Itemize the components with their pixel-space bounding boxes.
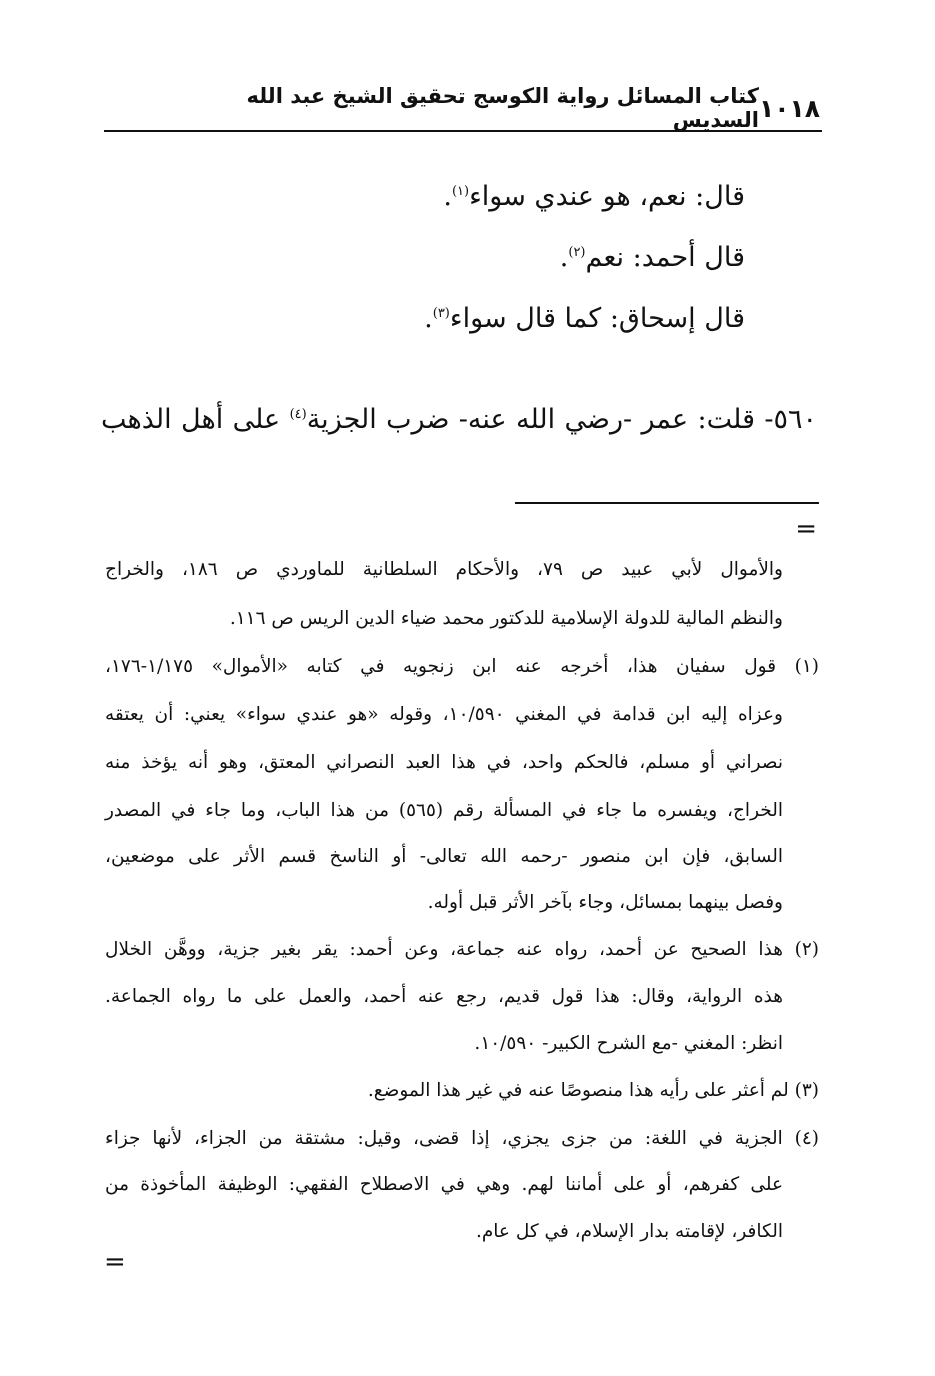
main-line-1: قال: نعم، هو عندي سواء$^{(١)}$.	[443, 181, 745, 212]
footnote-ref-1: (١)	[451, 184, 470, 199]
footnote-1-line: وفصل بينهما بمسائل، وجاء بآخر الأثر قبل أوله.	[427, 892, 783, 913]
footnote-1-line: الخراج، ويفسره ما جاء في المسألة رقم (٥٦٥) من هذا الباب، وما جاء في المصدر	[105, 800, 783, 821]
footnote-1-line: السابق، فإن ابن منصور -رحمه الله تعالى- أو الناسخ قسم الأثر على موضعين،	[105, 846, 783, 867]
question-text-end: على أهل الذهب	[101, 404, 290, 435]
footnote-continued-line: والنظم المالية للدولة الإسلامية للدكتور محمد ضياء الدين الريس ص ١١٦.	[229, 608, 783, 629]
footnote-ref-2: (٢)	[568, 245, 586, 260]
main-line-3-text: قال إسحاق: كما قال سواء	[449, 303, 745, 334]
footnote-continued-line: والأموال لأبي عبيد ص ٧٩، والأحكام السلطانية للماوردي ص ١٨٦، والخراج	[105, 559, 783, 580]
continuation-mark-top: =	[795, 514, 817, 544]
footnote-2-line: هذه الرواية، وقال: هذا قول قديم، رجع عنه أحمد، والعمل على ما رواه الجماعة.	[105, 986, 783, 1007]
footnote-4-line: الكافر، لإقامته بدار الإسلام، في كل عام.	[475, 1221, 783, 1242]
page-header	[104, 84, 820, 132]
main-line-3: قال إسحاق: كما قال سواء$^{(٣)}$.	[424, 303, 745, 334]
footnote-ref-4: (٤)	[289, 407, 307, 422]
footnote-4-line: على كفرهم، أو على أماننا لهم. وهي في الاصطلاح الفقهي: الوظيفة المأخوذة من	[105, 1174, 783, 1195]
footnote-2-line: (٢) هذا الصحيح عن أحمد، رواه عنه جماعة، وعن أحمد: يقر بغير جزية، ووهَّن الخلال	[105, 939, 819, 960]
footnote-1-line: وعزاه إليه ابن قدامة في المغني ١٠/٥٩٠، وقوله «هو عندي سواء» يعني: أن يعتقه	[105, 704, 783, 725]
footnote-separator	[515, 502, 819, 504]
footnote-2-line: انظر: المغني -مع الشرح الكبير- ١٠/٥٩٠.	[474, 1033, 783, 1054]
main-line-2-text: قال أحمد: نعم	[585, 242, 745, 273]
footnote-1-line: (١) قول سفيان هذا، أخرجه عنه ابن زنجويه في كتابه «الأموال» ١/١٧٥-١٧٦،	[105, 656, 819, 677]
question-text-start: ٥٦٠- قلت: عمر -رضي الله عنه- ضرب الجزية	[306, 404, 818, 435]
footnote-4-line: (٤) الجزية في اللغة: من جزى يجزي، إذا قضى، وقيل: مشتقة من الجزاء، لأنها جزاء	[105, 1128, 819, 1149]
footnote-3-line: (٣) لم أعثر على رأيه هذا منصوصًا عنه في غير هذا الموضع.	[367, 1080, 819, 1101]
header-rule	[104, 130, 822, 132]
footnote-1-line: نصراني أو مسلم، فالحكم واحد، في هذا العبد النصراني المعتق، وهو أنه يؤخذ منه	[105, 752, 783, 773]
footnote-ref-3: (٣)	[432, 306, 450, 321]
page-number: ١٠١٨	[758, 93, 820, 123]
running-title: كتاب المسائل رواية الكوسج تحقيق الشيخ عبد الله السديس	[246, 84, 759, 132]
question-560	[101, 404, 817, 435]
continuation-mark-bottom: =	[104, 1247, 126, 1277]
main-line-1-text: قال: نعم، هو عندي سواء	[469, 181, 745, 212]
main-line-2: قال أحمد: نعم$^{(٢)}$.	[559, 242, 745, 273]
